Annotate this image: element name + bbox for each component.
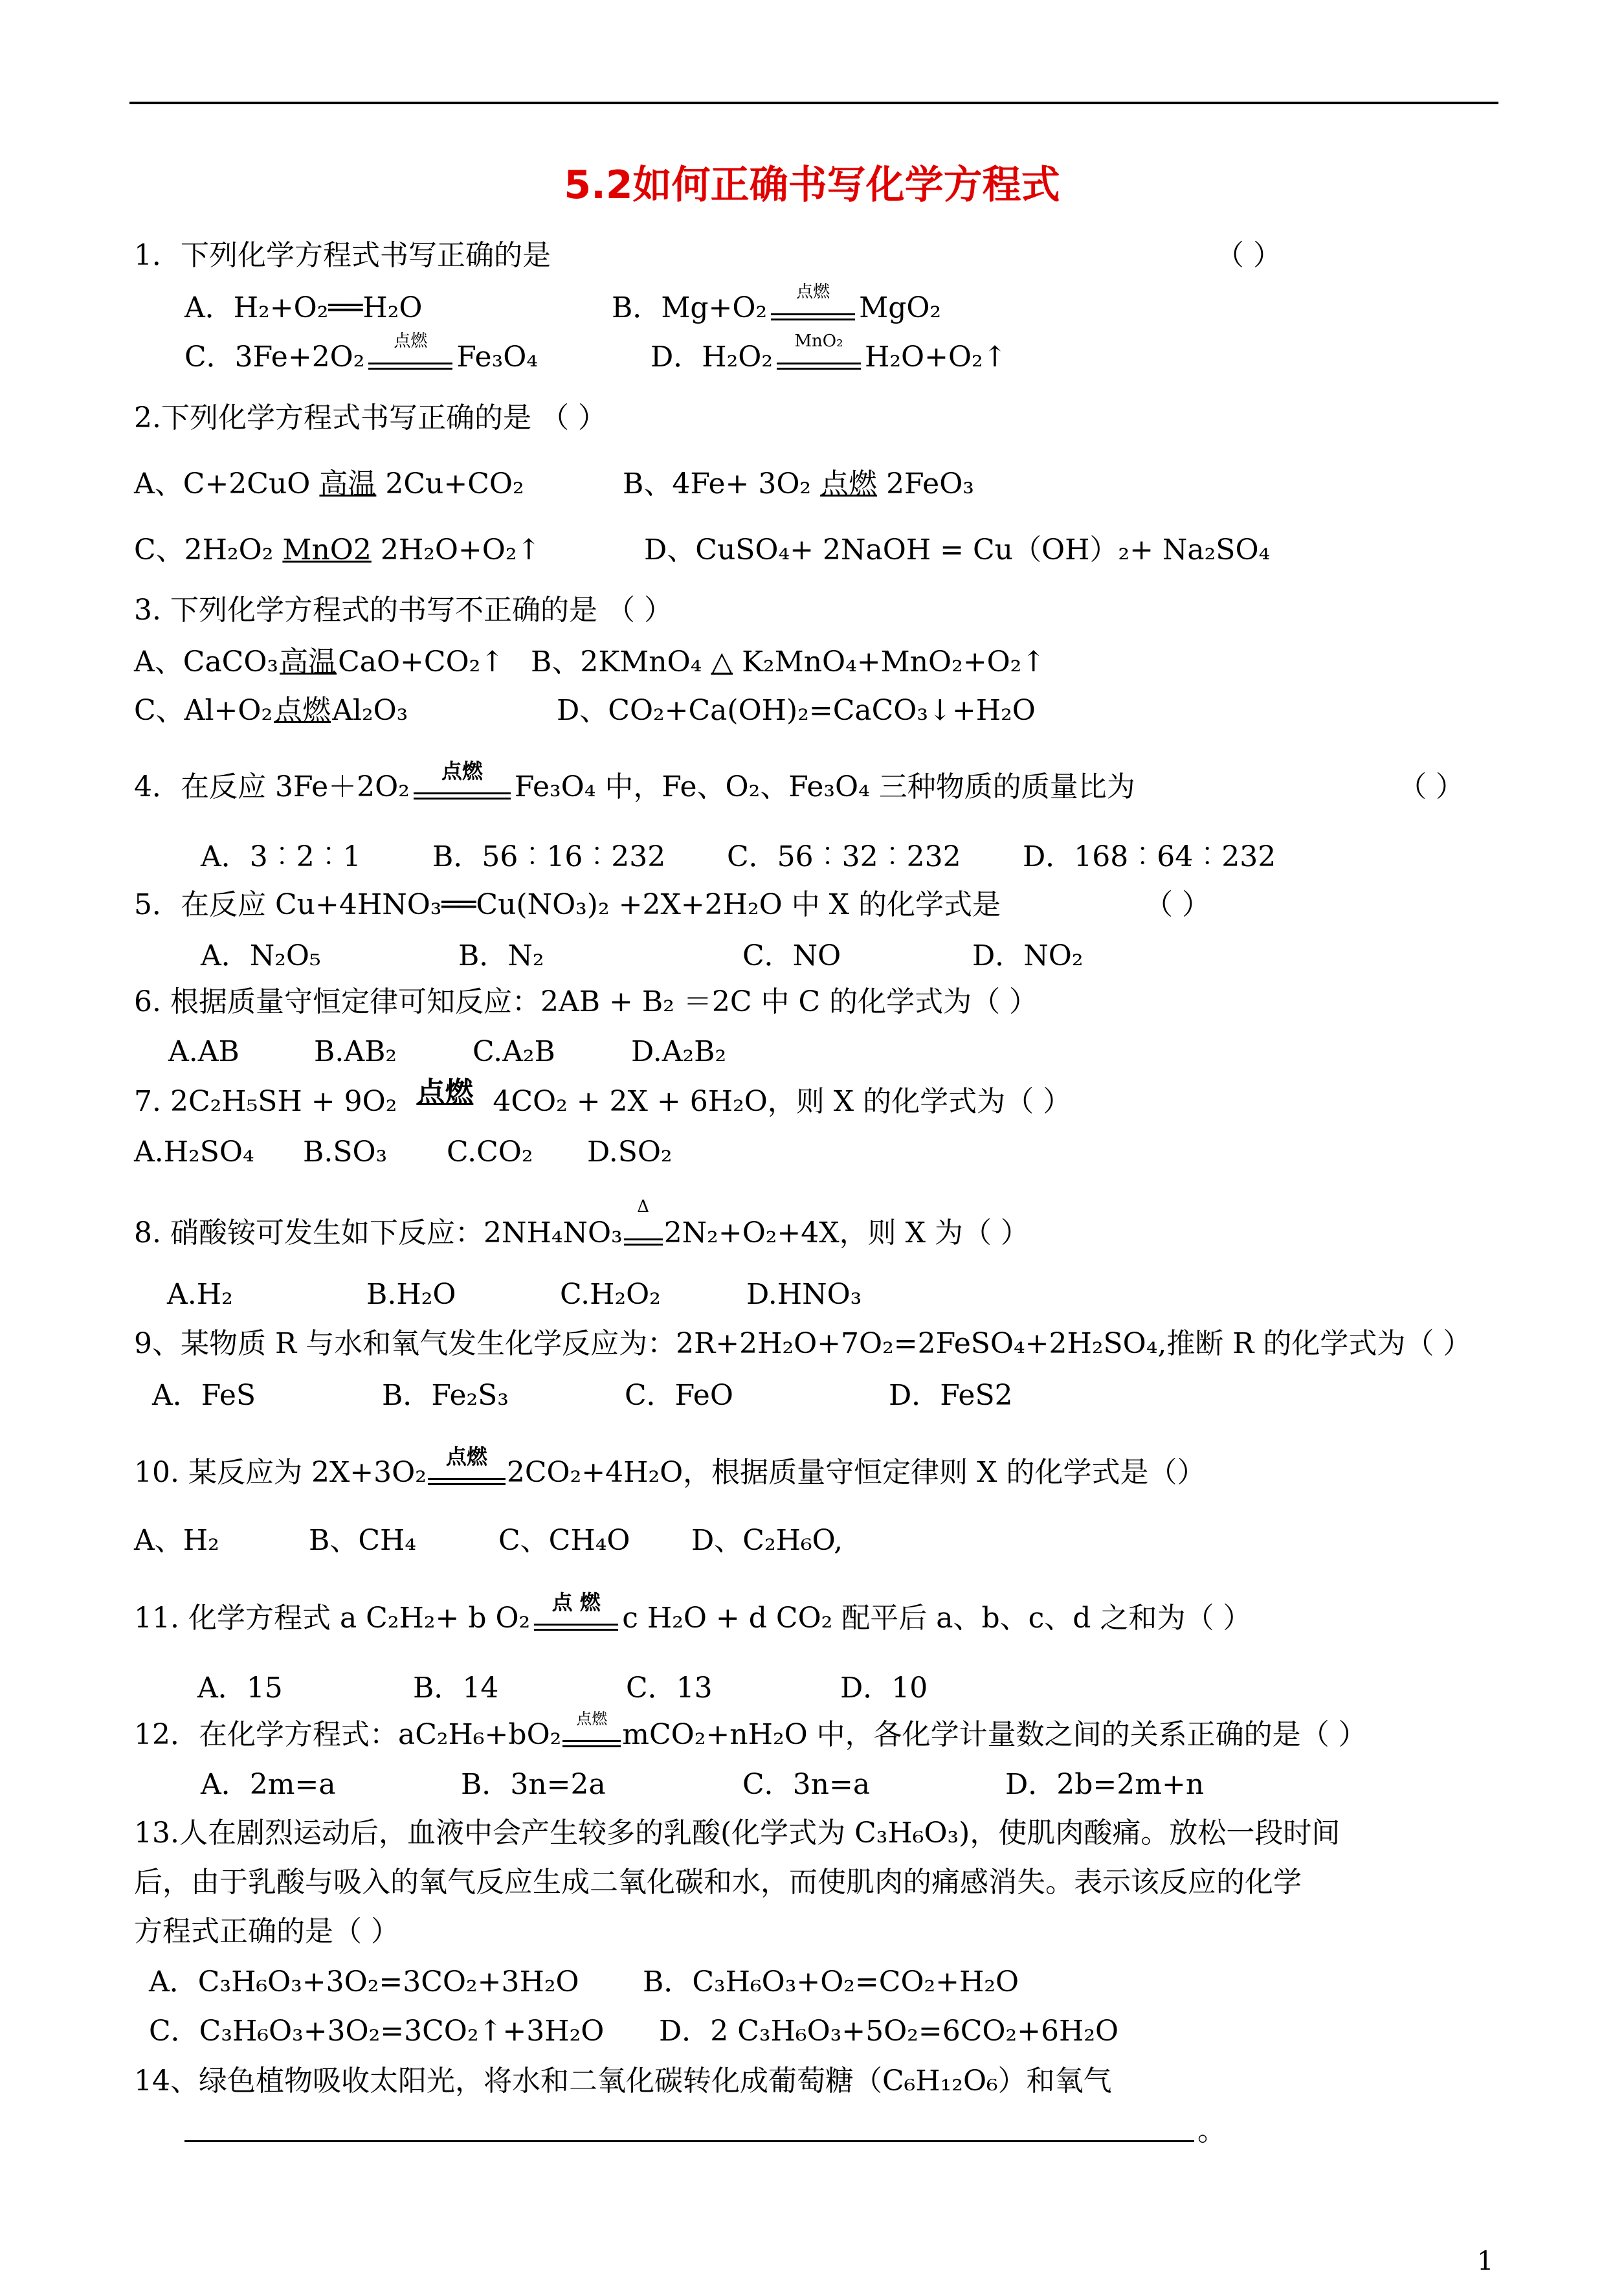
q8-option-d: D.HNO₃ bbox=[746, 1278, 862, 1311]
q13-option-c: C．C₃H₆O₃+3O₂=3CO₂↑+3H₂O bbox=[149, 2015, 605, 2048]
q7-option-d: D.SO₂ bbox=[587, 1135, 673, 1169]
q14-end-punct: 。 bbox=[1197, 2114, 1226, 2147]
header-rule bbox=[129, 102, 1498, 104]
q4-stem: 4．在反应 3Fe＋2O₂ 点燃 Fe₃O₄ 中，Fe、O₂、Fe₃O₄ 三种物质的质量比为 bbox=[134, 768, 1135, 807]
q13-option-b: B．C₃H₆O₃+O₂=CO₂+H₂O bbox=[643, 1965, 1019, 1998]
q2-option-b: B、4Fe+ 3O₂ 点燃 2FeO₃ bbox=[623, 467, 974, 500]
q10-option-b: B、CH₄ bbox=[309, 1524, 417, 1557]
q12-option-a: A．2m=a bbox=[201, 1768, 336, 1801]
q4-option-c: C．56︰32︰232 bbox=[727, 840, 961, 873]
q7-option-a: A.H₂SO₄ bbox=[134, 1135, 254, 1169]
q13-line-2: 后，由于乳酸与吸入的氧气反应生成二氧化碳和水，而使肌肉的痛感消失。表示该反应的化学 bbox=[134, 1866, 1302, 1899]
q6-option-b: B.AB₂ bbox=[314, 1035, 397, 1068]
q13-line-1: 13.人在剧烈运动后，血液中会产生较多的乳酸(化学式为 C₃H₆O₃)，使肌肉酸痛。放松一段时间 bbox=[134, 1817, 1340, 1850]
q4-option-a: A．3︰2︰1 bbox=[201, 840, 361, 873]
reaction-condition: 点燃 bbox=[368, 343, 452, 375]
q8-option-a: A.H₂ bbox=[167, 1278, 233, 1311]
reaction-condition: Δ bbox=[624, 1219, 663, 1251]
q1-paren: （ ） bbox=[1216, 239, 1282, 272]
reaction-condition: 点燃 bbox=[414, 773, 511, 805]
q9-option-c: C．FeO bbox=[625, 1379, 733, 1412]
q8-stem: 8. 硝酸铵可发生如下反应：2NH₄NO₃ Δ 2N₂+O₂+4X，则 X 为（ ） bbox=[134, 1214, 1029, 1253]
q9-option-d: D．FeS2 bbox=[889, 1379, 1013, 1412]
q1-option-b: B．Mg+O₂ 点燃 MgO₂ bbox=[612, 289, 941, 328]
q5-option-d: D．NO₂ bbox=[972, 939, 1084, 972]
q8-option-b: B.H₂O bbox=[366, 1278, 456, 1311]
q3-option-c: C、Al+O₂点燃Al₂O₃ bbox=[134, 694, 408, 727]
q5-option-b: B．N₂ bbox=[458, 939, 544, 972]
q10-option-c: C、CH₄O bbox=[498, 1524, 630, 1557]
q3-option-d: D、CO₂+Ca(OH)₂=CaCO₃↓+H₂O bbox=[557, 694, 1036, 727]
q4-paren: （ ） bbox=[1398, 770, 1464, 803]
q12-option-b: B．3n=2a bbox=[461, 1768, 606, 1801]
q6-option-a: A.AB bbox=[168, 1035, 239, 1068]
q5-option-c: C．NO bbox=[742, 939, 841, 972]
q1-option-d: D．H₂O₂ MnO₂ H₂O+O₂↑ bbox=[651, 338, 1007, 377]
q11-option-d: D．10 bbox=[840, 1672, 928, 1705]
answer-blank-line bbox=[184, 2140, 1194, 2142]
q1-option-a: A．H₂+O₂══H₂O bbox=[184, 291, 423, 324]
q12-option-c: C．3n=a bbox=[742, 1768, 871, 1801]
page-number: 1 bbox=[1477, 2246, 1494, 2276]
page-title: 5.2如何正确书写化学方程式 bbox=[564, 162, 1060, 208]
q11-stem: 11. 化学方程式 a C₂H₂+ b O₂ 点 燃 c H₂O + d CO₂ 配平后 a、b、c、d 之和为（ ） bbox=[134, 1599, 1251, 1638]
q5-option-a: A．N₂O₅ bbox=[201, 939, 321, 972]
q11-option-b: B．14 bbox=[413, 1672, 499, 1705]
q9-option-b: B．Fe₂S₃ bbox=[382, 1379, 509, 1412]
q3-option-a: A、CaCO₃高温CaO+CO₂↑ bbox=[134, 645, 505, 678]
q5-stem: 5．在反应 Cu+4HNO₃══Cu(NO₃)₂ +2X+2H₂O 中 X 的化学式是 bbox=[134, 888, 1001, 921]
q9-option-a: A．FeS bbox=[152, 1379, 256, 1412]
reaction-condition: 点燃 bbox=[562, 1721, 621, 1753]
q11-option-a: A．15 bbox=[197, 1672, 283, 1705]
q6-option-c: C.A₂B bbox=[473, 1035, 555, 1068]
q5-paren: （ ） bbox=[1144, 888, 1210, 921]
reaction-condition: 点 燃 bbox=[534, 1604, 618, 1637]
reaction-condition: 点燃 bbox=[428, 1459, 506, 1491]
q14-stem: 14、绿色植物吸收太阳光，将水和二氧化碳转化成葡萄糖（C₆H₁₂O₆）和氧气 bbox=[134, 2064, 1112, 2097]
q3-option-b: B、2KMnO₄ △ K₂MnO₄+MnO₂+O₂↑ bbox=[531, 645, 1046, 678]
q9-stem: 9、某物质 R 与水和氧气发生化学反应为：2R+2H₂O+7O₂=2FeSO₄+2H₂SO₄,推断 R 的化学式为（ ） bbox=[134, 1327, 1472, 1360]
q8-option-c: C.H₂O₂ bbox=[560, 1278, 661, 1311]
q13-option-d: D．2 C₃H₆O₃+5O₂=6CO₂+6H₂O bbox=[659, 2015, 1119, 2048]
q12-option-d: D．2b=2m+n bbox=[1005, 1768, 1205, 1801]
q3-stem: 3. 下列化学方程式的书写不正确的是 （ ） bbox=[134, 594, 673, 627]
q4-option-d: D．168︰64︰232 bbox=[1023, 840, 1276, 873]
q2-stem: 2.下列化学方程式书写正确的是 （ ） bbox=[134, 401, 606, 434]
q1-option-c: C．3Fe+2O₂ 点燃 Fe₃O₄ bbox=[184, 338, 538, 377]
reaction-condition: MnO₂ bbox=[777, 343, 861, 375]
q10-stem: 10. 某反应为 2X+3O₂ 点燃 2CO₂+4H₂O，根据质量守恒定律则 X 的化学式是（） bbox=[134, 1453, 1205, 1492]
q4-option-b: B．56︰16︰232 bbox=[432, 840, 666, 873]
q13-line-3: 方程式正确的是（ ） bbox=[134, 1915, 399, 1948]
q12-stem: 12．在化学方程式：aC₂H₆+bO₂ 点燃 mCO₂+nH₂O 中，各化学计量数之间的关系正确的是（ ） bbox=[134, 1716, 1367, 1754]
q6-stem: 6. 根据质量守恒定律可知反应：2AB + B₂ ＝2C 中 C 的化学式为（ ） bbox=[134, 985, 1038, 1018]
q6-option-d: D.A₂B₂ bbox=[631, 1035, 727, 1068]
q13-option-a: A．C₃H₆O₃+3O₂=3CO₂+3H₂O bbox=[149, 1965, 579, 1998]
q1-stem: 1．下列化学方程式书写正确的是 bbox=[134, 239, 551, 272]
q2-option-c: C、2H₂O₂ MnO2 2H₂O+O₂↑ bbox=[134, 533, 541, 566]
q10-option-a: A、H₂ bbox=[134, 1524, 219, 1557]
reaction-condition: 点燃 bbox=[771, 294, 855, 326]
q2-option-d: D、CuSO₄+ 2NaOH = Cu（OH）₂+ Na₂SO₄ bbox=[644, 533, 1271, 566]
q2-option-a: A、C+2CuO 高温 2Cu+CO₂ bbox=[134, 467, 524, 500]
q7-option-b: B.SO₃ bbox=[303, 1135, 388, 1169]
q7-option-c: C.CO₂ bbox=[447, 1135, 533, 1169]
q10-option-d: D、C₂H₆O, bbox=[691, 1524, 843, 1557]
q11-option-c: C．13 bbox=[626, 1672, 713, 1705]
q7-stem: 7. 2C₂H₅SH + 9O₂ 点燃 4CO₂ + 2X + 6H₂O，则 X 的化学式为（ ） bbox=[134, 1076, 1072, 1118]
